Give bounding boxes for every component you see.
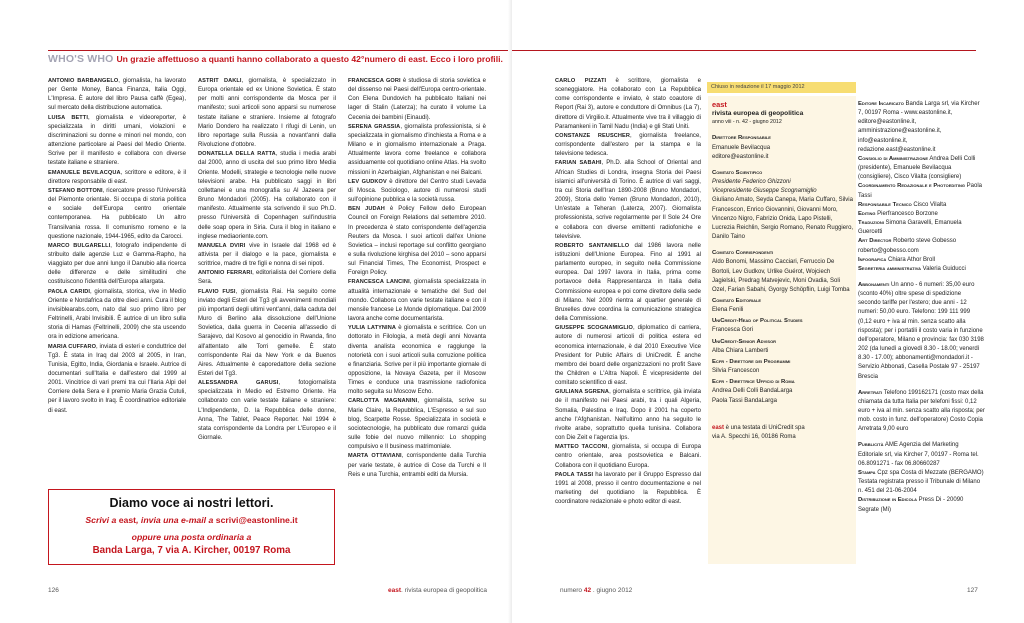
- masthead-text: Un anno - 6 numeri: 35,00 euro (sconto 40%) oltre spese di spedizione secondo tariffe per l'estero; due anni - 12 numeri: 50,00 euro. Telefono: 199 111 999 (0,12 euro + iva al min. senza scatto alla risposta); per i portatili il costo varia in funzione dell'operatore, Milano e provincia: fax 030 3198 202 (da lunedì a giovedì 8.30 - 18.00; venerdì 8.30 - 17.00); abbonamenti@mondadori.it - Servizio Abbonati, Casella Postale 97 - 25197 Brescia: [858, 281, 984, 380]
- profile-name: ANTONIO BARBANGELO: [48, 78, 119, 84]
- profile-entry: [555, 443, 701, 470]
- profile-text: , ricercatore presso l'Università del Piemonte orientale. Si occupa di storia politica e sociale dell'Europa centro orientale contemporanea. Ha pubblicato Un altro Transilvania rossa. Il comunismo romeno e la questione nazionale, 1944-1965, edito da Carocci.: [48, 187, 186, 240]
- profile-text: , diplomatico di carriera, autore di numerosi articoli di politica estera ed economica internazionale, è dal 2010 Executive Vice President for Public Affairs di UniCredit. È anche membro dei board delle organizzazioni no profit Save the Children e L'Altra Napoli. È vicepresidente del comitato scientifico di east.: [555, 325, 701, 387]
- masthead-text: Valeria Guiducci: [920, 265, 966, 272]
- profile-text: , giornalista professionista, si è specializzata in giornalismo d'inchiesta a Roma e a Milano e in giornalismo internazionale a Praga. Attualmente lavora come freelance e collabora assiduamente col quotidiano online Atlas. Ha svolto missioni in Azerbaigian, Afghanistan e nei Balcani.: [348, 123, 487, 176]
- promo-text: Scrivi a: [85, 515, 119, 525]
- masthead-line: Paola Tassi BandaLarga: [712, 397, 777, 404]
- masthead-line: Francesca Gori: [712, 327, 754, 334]
- profile-entry: [48, 242, 186, 288]
- masthead-issue: anno viii - n. 42 - giugno 2012: [712, 119, 782, 126]
- section-subtitle: Un grazie affettuoso a quanti hanno collaborato a questo 42°numero di east. Ecco i loro profili.: [116, 54, 503, 64]
- profile-name: GIULIANA SGRENA: [555, 389, 610, 396]
- masthead-heading: Segreteria amministrativa: [858, 265, 921, 272]
- masthead-heading: Editore Incaricato: [858, 101, 904, 107]
- profile-name: PAOLA TASSI: [555, 471, 594, 478]
- masthead-heading: Coordinamento Redazionale e Photoediting: [858, 183, 965, 190]
- page-number-left: 126: [48, 587, 59, 594]
- masthead-line: Vicepresidente Giuseppe Scognamiglio: [712, 188, 817, 195]
- profile-text: , scrittore e editore, è il direttore responsabile di east.: [48, 169, 187, 185]
- masthead-heading: Direttore Responsabile: [712, 135, 771, 142]
- profile-column-4: [555, 77, 701, 507]
- profile-name: MARIA CUFFARO: [48, 343, 97, 350]
- masthead-subtitle: rivista europea di geopolitica: [712, 110, 804, 118]
- masthead-line: Elena Fenili: [712, 307, 744, 314]
- profile-entry: [348, 452, 486, 479]
- spacer: [858, 382, 985, 389]
- masthead-column-2: [858, 100, 985, 515]
- masthead-text: Press Di - 20090 Segrate (Mi): [858, 497, 964, 513]
- masthead-text: Cpz spa Costa di Mezzate (BERGAMO) Testata registrata presso il Tribunale di Milano n. 451 del 21-06-2004: [858, 469, 984, 495]
- profile-column-2: [198, 77, 336, 443]
- footer-text: è una testata di UniCredit spa: [724, 424, 805, 431]
- profile-entry: [555, 242, 701, 324]
- masthead-entry: [858, 201, 985, 210]
- promo-title: Diamo voce ai nostri lettori.: [109, 496, 274, 510]
- profile-entry: [348, 278, 486, 324]
- profile-text: è scrittore, giornalista e sceneggiatore. Ha collaborato con La Repubblica come corrispondente e inviato, è stato coautore di Report (Rai 3), autore e conduttore di Omnibus (La 7), direttore di Virgilio.it. Attualmente vive tra il villaggio di Paramankeni in Tamil Nadu (India) e gli Stati Uniti.: [555, 78, 701, 130]
- profile-name: GIUSEPPE SCOGNAMIGLIO: [555, 325, 633, 332]
- profile-text: è direttore del Centro studi Levada di Mosca. Sociologo, autore di numerosi studi sull'opinione pubblica e la società russa.: [348, 178, 486, 204]
- masthead-text: Pierfrancesco Borzone: [875, 210, 938, 217]
- profile-entry: [348, 397, 486, 452]
- masthead-entry: [858, 182, 985, 200]
- profile-entry: [555, 159, 701, 241]
- closing-date-bar: Chiuso in redazione il 17 maggio 2012: [707, 82, 856, 93]
- masthead-heading: Ecfr - Direttore dei Programmi: [712, 358, 791, 365]
- profile-name: MARCO BULGARELLI: [48, 242, 111, 249]
- profile-name: PAOLA CARIDI: [48, 288, 91, 295]
- masthead-heading: Arretrati: [858, 389, 883, 396]
- right-page: [512, 0, 1024, 623]
- spacer: [858, 274, 985, 281]
- profile-text: , fotografo indipendente di stribuito dalle agenzie Luz e Gamma-Rapho, ha viaggiato per due anni lungo il Danubio alla ricerca delle differenze e delle similitudini che costituiscono l'identità dell'Europa allargata.: [48, 242, 186, 286]
- masthead-footer: [712, 424, 854, 442]
- profile-entry: [348, 123, 486, 178]
- profile-text: , editorialista del Corriere della Sera.: [198, 270, 337, 286]
- profile-entry: [198, 379, 336, 443]
- masthead-entry: [858, 441, 985, 468]
- masthead-line: Aldo Bonomi, Massimo Cacciari, Ferruccio De Bortoli, Lev Gudkov, Urlike Guérot, Wojciech Jagielski, Predrag Matvejevic, Moni Ovadia, Soli Ozel, Farian Sabahi, Gyorgy Schöpflin, Luigi Tomba: [712, 259, 850, 293]
- masthead-line: Emanuele Bevilacqua: [712, 144, 771, 151]
- footer-brand: east: [712, 424, 725, 431]
- profile-name: SERENA GRASSIA: [348, 123, 401, 130]
- masthead-text: Simona Garavelli, Emanuela Guercetti: [858, 220, 962, 236]
- masthead-heading: Comitato Corrispondenti: [712, 250, 774, 257]
- profile-entry: [555, 132, 701, 159]
- masthead-text: Cisco Vilalta: [911, 201, 947, 208]
- masthead-text: Paola Tassi: [858, 183, 982, 199]
- profile-entry: [48, 114, 186, 169]
- profile-entry: [48, 77, 186, 114]
- masthead-line: Silvia Francescon: [712, 368, 760, 375]
- reader-letters-box: [48, 489, 335, 565]
- masthead-heading: Infografica: [858, 256, 887, 263]
- masthead-entry: [858, 210, 985, 219]
- profile-name: EMANUELE BEVILACQUA: [48, 169, 121, 176]
- profile-text: , giornalista, si occupa di Europa centro orientale, area postsovietica e Balcani. Collabora con il quotidiano Europa.: [555, 444, 701, 469]
- masthead-heading: Editing: [858, 210, 876, 217]
- profile-entry: [48, 343, 186, 416]
- promo-line-2: oppure una posta ordinaria a: [131, 532, 252, 542]
- profile-text: , fotogiornalista specializzata in Medio ed Estremo Oriente. Ha collaborato con varie testate italiane e straniere: L'Indipendente, D. la Repubblica delle donne, Anna, The Tablet, Peace Reporter. Nel 1994 è stata corrispondente da Londra per L'Europeo e il Giornale.: [198, 380, 337, 442]
- profile-text: , giornalista, scrive su Marie Claire, la Repubblica, L'Espresso e sul suo blog, Scarpette Rosse. Specializzata in società e sociotecnologie, ha pubblicato due romanzi guida sulle fobie del nuovo millennio: Lo shopping compulsivo e Il business matrimoniale.: [348, 398, 487, 451]
- masthead-heading: UniCredit-Senior Advisor: [712, 338, 777, 345]
- masthead-heading: Stampa: [858, 469, 876, 476]
- masthead-entry: [858, 469, 985, 496]
- profile-text: , Ph.D. alla School of Oriental and African Studies di Londra, insegna Storia dei Paesi islamici all'università di Torino. È autrice di vari saggi, tra cui Storia dell'Iran 1890-2008 (Bruno Mondadori, 2009), Storia dello Yemen (Bruno Mondadori, 2010), Un'estate a Teheran (Laterza, 2007). Giornalista professionista, scrive regolarmente per Il Sole 24 Ore e collabora con diverse emittenti radiofoniche e televisive.: [555, 160, 701, 240]
- masthead-entry: [858, 496, 985, 514]
- profile-name: MANUELA DVIRI: [198, 242, 246, 249]
- masthead-heading: Consiglio di Amministrazione: [858, 155, 929, 162]
- profile-name: BEN JUDAH: [348, 206, 385, 213]
- profile-entry: [555, 324, 701, 388]
- masthead-text: Andrea Delli Colli (presidente), Emanuele Bevilacqua (consigliere), Cisco Vilalta (consigliere): [858, 155, 976, 181]
- masthead-heading: Ecfr - Direttrice Ufficio di Roma: [712, 379, 795, 386]
- profile-text: , giornalista, storica, vive in Medio Oriente e Nordafrica da oltre dieci anni. Cura il blog invisiblearabs.com, nato dal suo primo libro per Feltrinelli, Arabi Invisibili. È autrice di un libro sulla storia di Hamas (Feltrinelli, 2009) che sta uscendo ora in edizione americana.: [48, 288, 186, 341]
- promo-brand: east: [118, 515, 137, 525]
- profile-text: è studiosa di storia sovietica e del dissenso nei Paesi dell'Europa centro-orientale. Con Elena Dundovich ha pubblicato Italiani nei lager di Stalin (Laterza); ha curato il volume La Cecenia dei bambini (Einaudi).: [348, 78, 486, 121]
- profile-column-1: [48, 77, 186, 416]
- masthead-line: Alba Chiara Lamberti: [712, 347, 769, 354]
- masthead-heading: Comitato Editoriale: [712, 297, 762, 304]
- promo-email-link[interactable]: scrivi@eastonline.it: [215, 515, 298, 525]
- profile-name: LUISA BETTI: [48, 114, 88, 121]
- masthead-heading: Responsabile Tecnico: [858, 201, 912, 208]
- profile-name: ALESSANDRA GARUSI: [198, 380, 279, 387]
- profile-text: vive in Israele dal 1968 ed è attivista per il dialogo e la pace, giornalista e scrittrice, madre di tre figli e nonna di sei nipoti.: [198, 242, 336, 268]
- profile-text: , giornalista specializzata in attualità internazionale e tematiche del Sud del mondo. Collabora con varie testate italiane e con il mensile francese Le Monde diplomatique. Dal 2009 lavora anche come documentarista.: [348, 279, 486, 323]
- profile-name: YULIA LATYNINA: [348, 325, 396, 332]
- masthead-entry: [858, 265, 985, 274]
- profile-text: , studia i media arabi dal 2000, anno di uscita del suo primo libro Media Oriente. Modelli, strategie e tecnologie nelle nuove televisioni arabe. Ha pubblicato saggi in libri collettanei e una monografia su Al Jazeera per Bruno Mondadori (2005). Ha collaborato con il manifesto. Attualmente sta scrivendo il suo Ph.D. presso l'Università di Copenhagen sull'industria delle soap opera in Siria. Cura il blog in italiano e inglese mediaoriente.com.: [198, 151, 336, 240]
- profile-name: CARLO PIZZATI: [555, 78, 607, 84]
- profile-name: CARLOTTA MAGNANINI: [348, 398, 418, 405]
- profile-entry: [198, 269, 336, 287]
- masthead-heading: Art Director: [858, 238, 892, 245]
- masthead-entry: [858, 389, 985, 435]
- profile-text: , inviata di esteri e conduttrice del Tg3. È stata in Iraq dal 2003 al 2005, in Iran, Tunisia, Egitto, India, Giordania e Israele. Autrice di documentari sull'Italia e dall'estero dal 1999 al 2001. Vincitrice di vari premi tra cui l'Ilaria Alpi del Corriere della Sera e il premio Maria Grazia Cutuli, per il lavoro svolto in Iraq. È coordinatrice editoriale di east.: [48, 343, 186, 414]
- masthead-entry: [858, 281, 985, 382]
- profile-text: , giornalista e scrittrice, già inviata de il manifesto nei Paesi arabi, tra i quali Algeria, Somalia, Palestina e Iraq. Dopo il 2001 ha coperto anche l'Afghanistan. Nell'ultimo anno ha seguito le rivolte arabe, soprattutto quella tunisina. Collabora con Die Zeit e l'agenzia Ips.: [555, 389, 701, 442]
- promo-address: Banda Larga, 7 via A. Kircher, 00197 Roma: [92, 545, 291, 556]
- page-number-right: 127: [967, 587, 978, 594]
- masthead-text: Roberto steve Gobesso roberto@gobesso.com: [858, 238, 957, 254]
- masthead-text: Banda Larga srl, via Kircher 7, 00197 Roma - www.eastonline.it, editore@eastonline.it, amministrazione@eastonline.it, info@eastonline.it, redazione.east@eastonline.it: [858, 101, 980, 153]
- profile-entry: [348, 205, 486, 278]
- profile-entry: [198, 150, 336, 242]
- profile-entry: [198, 288, 336, 380]
- profile-name: FARIAN SABAHI: [555, 160, 602, 167]
- profile-entry: [555, 77, 701, 132]
- profile-text: è Policy Fellow dello European Council on Foreign Relations dal settembre 2010. In precedenza è stato corrispondente dell'agenzia Reuters da Mosca. I suoi articoli dall'ex Unione Sovietica – inclusi reportage sul conflitto georgiano e sulla rivoluzione kirghisa del 2010 – sono apparsi sul Financial Times, The Economist, Prospect e Foreign Policy.: [348, 206, 486, 277]
- header-rule: [48, 50, 512, 51]
- profile-name: ASTRIT DAKLI: [198, 78, 242, 84]
- profile-entry: [48, 187, 186, 242]
- masthead-line: Presidente Federico Ghizzoni: [712, 179, 791, 186]
- masthead-text: AME Agenzia del Marketing Editoriale srl, via Kircher 7, 00197 - Roma tel. 06.8091271 - fax 06.80660287: [858, 442, 979, 467]
- masthead-heading: Traduzioni: [858, 220, 884, 227]
- promo-text: , invia una e-mail a: [136, 515, 216, 525]
- folio-post: . giugno 2012: [591, 587, 633, 594]
- profile-text: dal 1986 lavora nelle istituzioni dell'Unione Europea. Fino al 1991 al parlamento europeo, in seguito nella Commissione europea. Dal 1997 lavora in Italia, prima come portavoce della Rappresentanza in Italia della Commissione europea e poi come direttore della sede di Milano. Nel 2009 rientra al quartier generale di Bruxelles dove coordina la comunicazione strategica della Commissione.: [555, 242, 701, 323]
- profile-name: DONATELLA DELLA RATTA: [198, 151, 276, 158]
- section-label: WHO'S WHO: [48, 53, 114, 65]
- footer-address: via A. Specchi 16, 00186 Roma: [712, 433, 796, 440]
- profile-name: STEFANO BOTTONI: [48, 187, 103, 194]
- folio-issue: 42: [583, 587, 592, 594]
- masthead-blocks: [712, 134, 854, 405]
- folio-left: [388, 587, 487, 594]
- masthead-brand: east: [712, 100, 727, 109]
- profile-entry: [555, 388, 701, 443]
- promo-line-1: [49, 514, 334, 527]
- masthead-line: Giuliano Amato, Seyda Canepa, Maria Cuffaro, Silvia Francescon, Enrico Giovannini, Giovanni Moro, Vincenzo Nigro, Fabrizio Onida, Lapo Pistelli, Lucrezia Reichlin, Sergio Romano, Renato Ruggiero, Danilo Taino: [712, 197, 854, 241]
- profile-entry: [348, 178, 486, 205]
- masthead-entry: [858, 256, 985, 265]
- folio-text: . rivista europea di geopolitica: [401, 587, 488, 594]
- profile-name: FLAVIO FUSI: [198, 288, 236, 295]
- profile-text: , giornalista Rai. Ha seguito come inviato degli Esteri del Tg3 gli avvenimenti mondiali più importanti degli ultimi vent'anni, dalla caduta del Muro di Berlino alla dissoluzione dell'Unione Sovietica, dalla guerra in Cecenia all'assedio di Sarajevo, dal Kosovo al genocidio in Rwanda, fino all'attentato alle Torri gemelle. È stato corrispondente Rai da New York e da Buenos Aires. Attualmente è caporedattore della sezione Esteri del Tg3.: [198, 288, 336, 377]
- profile-name: CONSTANZE REUSCHER: [555, 132, 631, 139]
- masthead-entry: [858, 237, 985, 255]
- profile-text: , giornalista, ha lavorato per Gente Money, Banca Finanza, Italia Oggi, L'Impresa. È autore del libro Pausa caffè (Egea), sul mercato della distribuzione automatica.: [48, 78, 186, 112]
- masthead-text: Telefono 199162171 (costo max della chiamata da tutta Italia per telefoni fissi: 0,12 euro + iva al min. senza scatto alla risposta; per mob. costo in funz. dell'operatore) Costo Copia Arretrata 9,00 euro: [858, 389, 985, 433]
- profile-name: MARTA OTTAVIANI: [348, 453, 402, 460]
- folio-brand: east: [388, 587, 402, 594]
- masthead-heading: Comitato Scientifico: [712, 169, 763, 176]
- masthead-line: Andrea Delli Colli BandaLarga: [712, 388, 793, 395]
- masthead-entry: [858, 100, 985, 155]
- masthead-heading: Pubblicità: [858, 442, 884, 449]
- profile-name: MATTEO TACCONI: [555, 444, 608, 451]
- masthead-column-1: [712, 100, 854, 442]
- profile-text: , giornalista, è specializzato in Europa orientale ed ex Unione Sovietica. È stato per molti anni corrispondente da Mosca per il manifesto; suoi articoli sono apparsi su numerose testate italiane e straniere. Insieme al fotografo Mario Dondero ha realizzato I rifugi di Lenin, un libro reportage sulla Russia a novant'anni dalla Rivoluzione d'ottobre.: [198, 78, 336, 149]
- masthead-line: editore@eastonline.it: [712, 153, 769, 160]
- profile-entry: [348, 324, 486, 397]
- profile-text: , corrispondente dalla Turchia per varie testate, è autrice di Cose da Turchi e Il Reis e una Turchia, entrambi editi da Mursia.: [348, 453, 486, 478]
- profile-column-3: [348, 77, 486, 480]
- profile-text: è giornalista e scrittrice. Con un dottorato in Filologia, a metà degli anni Novanta diventa analista economica e raggiunge la notorietà con i suoi articoli sulla corruzione politica e finanziaria. Scrive per il più importante giornale di opposizione, la Novaya Gazeta, per il Moscow Times e conduce una trasmissione radiofonica molto seguita su Moscow Echo.: [348, 325, 487, 396]
- profile-entry: [198, 242, 336, 269]
- folio-pre: numero: [560, 587, 584, 594]
- profile-text: , giornalista e videoreporter, è specializzata in diritti umani, violazioni e discriminazioni su donne e minori nel mondo, con attenzione particolare ai Paesi del Medio Oriente. Scrive per il manifesto e collabora con diverse testate italiane e straniere.: [48, 114, 186, 167]
- masthead-entry: [858, 155, 985, 182]
- profile-name: ANTONIO FERRARI: [198, 270, 253, 277]
- folio-right: [560, 587, 632, 594]
- profile-text: ha lavorato per il Gruppo Espresso dal 1991 al 2008, presso il centro documentazione e nel marketing del quotidiano la Repubblica. È coordinatore redazionale e photo editor di east.: [555, 471, 702, 506]
- masthead-heading: UniCredit-Head of Political Studies: [712, 318, 803, 325]
- profile-entry: [198, 77, 336, 150]
- profile-entry: [348, 77, 486, 123]
- profile-name: FRANCESCA GORI: [348, 78, 401, 84]
- profile-name: ROBERTO SANTANIELLO: [555, 242, 630, 249]
- masthead-entry: [858, 219, 985, 237]
- header-rule: [512, 50, 976, 51]
- profile-text: , giornalista freelance, corrispondente dall'estero per la stampa e la televisione tedesca.: [555, 132, 701, 158]
- profile-entry: [48, 288, 186, 343]
- masthead-heading: Distribuzione in Edicola: [858, 497, 918, 504]
- profile-entry: [48, 169, 186, 187]
- masthead-heading: Abbonamenti: [858, 281, 890, 288]
- profile-entry: [555, 471, 701, 508]
- section-header: [48, 53, 503, 65]
- spacer: [858, 434, 985, 441]
- masthead-text: Chiara Athor Broll: [886, 256, 936, 263]
- profile-name: LEV GUDKOV: [348, 178, 387, 185]
- profile-name: FRANCESCA LANCINI: [348, 279, 410, 286]
